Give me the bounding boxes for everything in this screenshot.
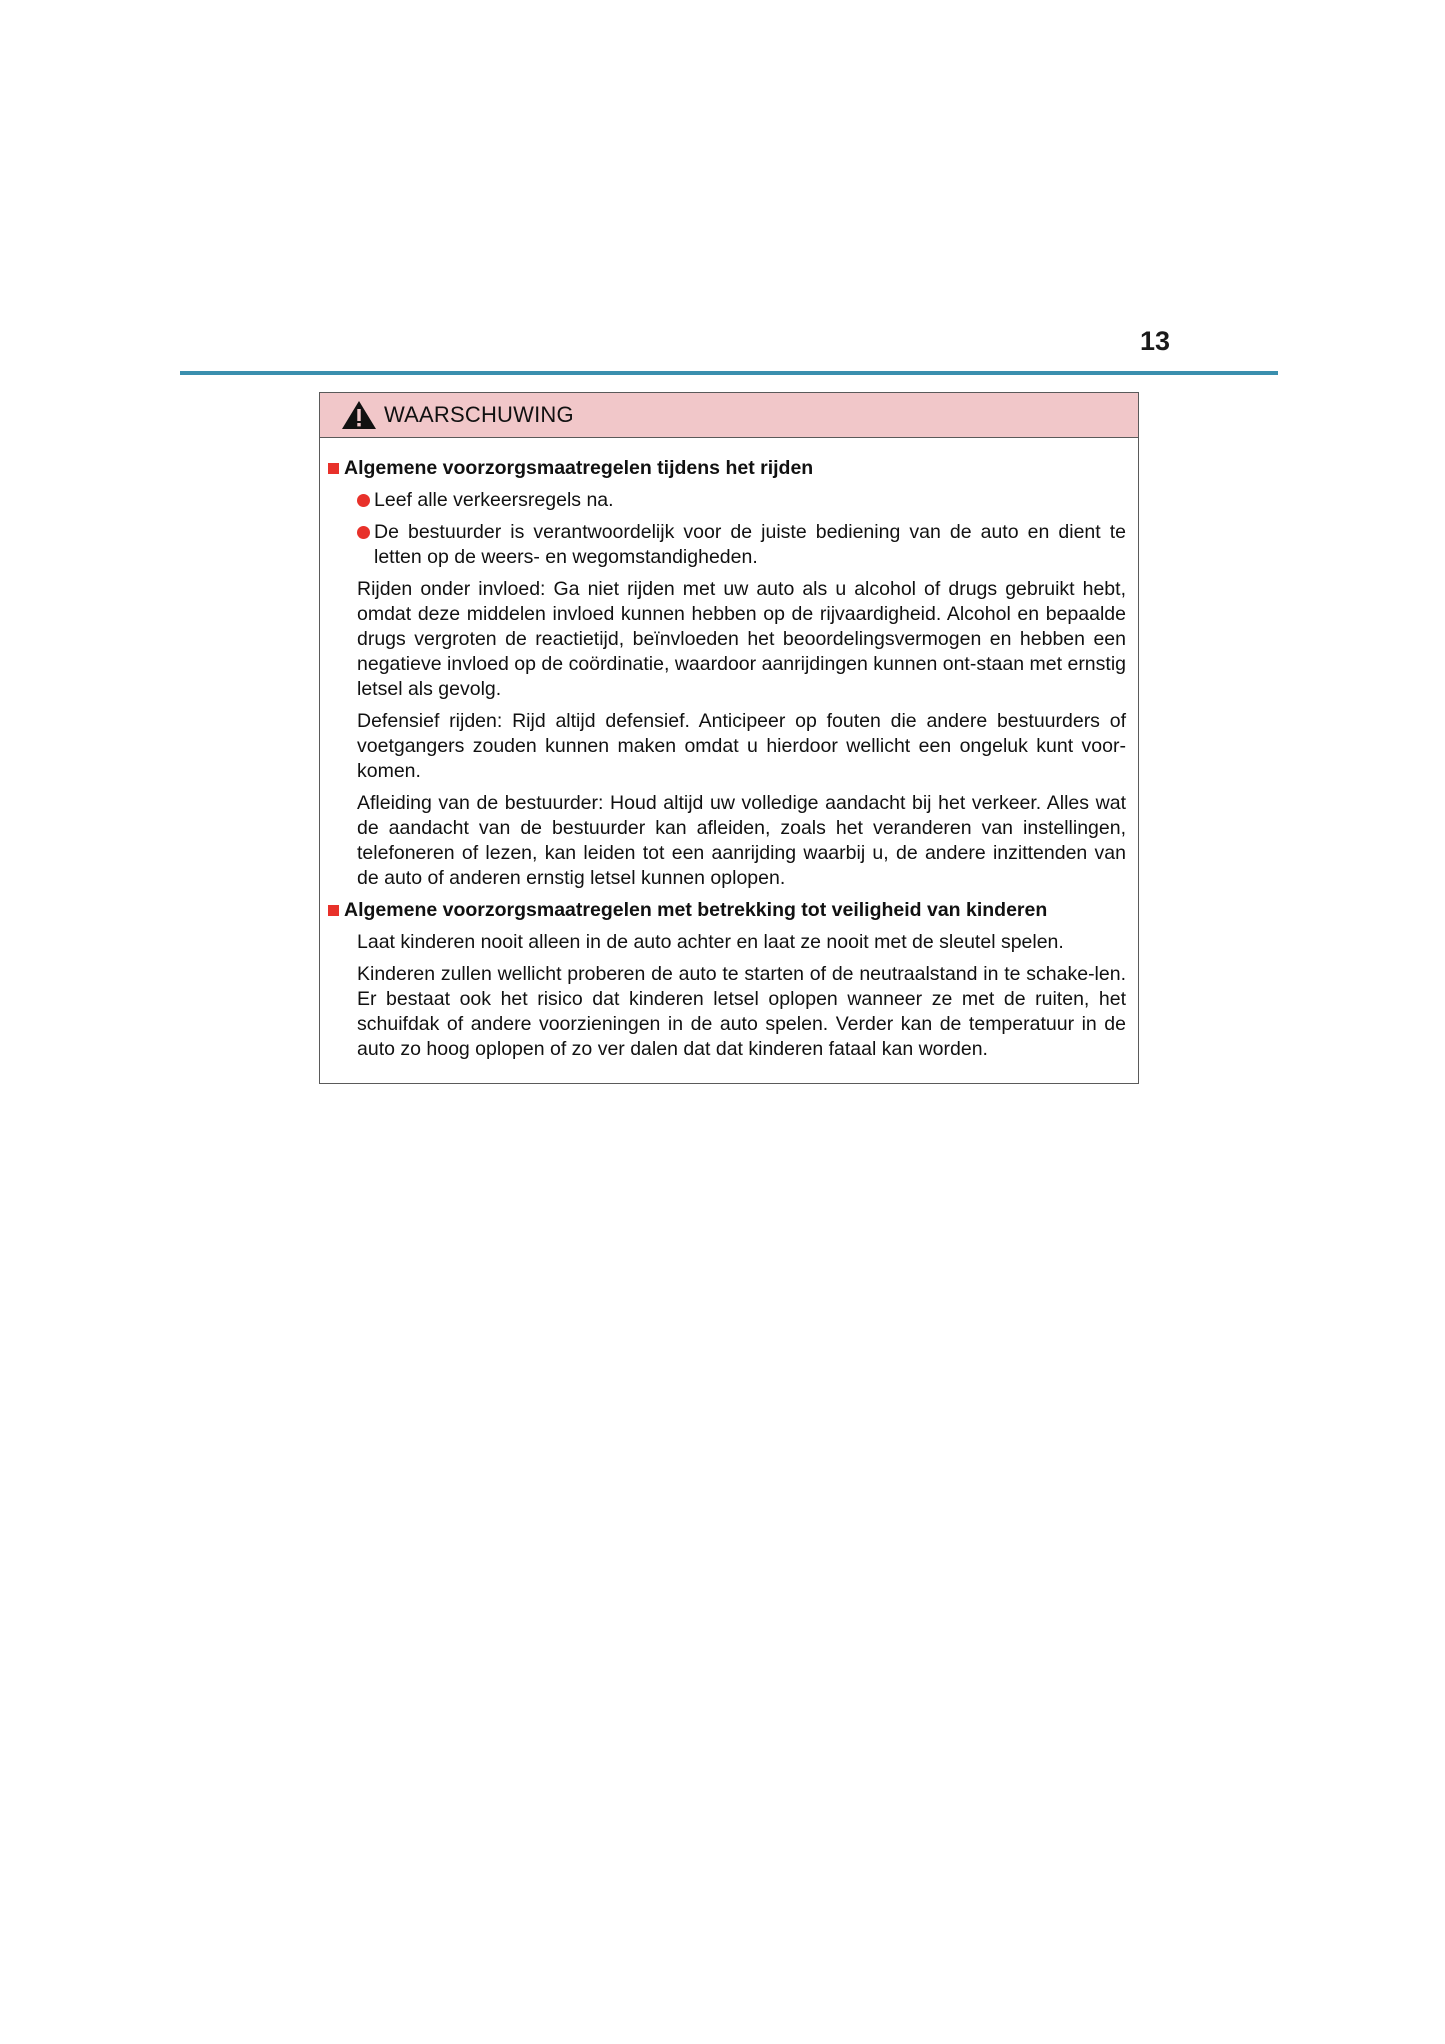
section-heading-driving — [328, 456, 1126, 481]
warning-box — [319, 392, 1139, 1084]
paragraph-defensive: Defensief rijden: Rijd altijd defensief. Anticipeer op fouten die andere bestuurders of voetgangers zouden kunnen maken omdat u hierdoor wellicht een ongeluk kunt voor-komen. — [357, 710, 1126, 782]
round-bullet-icon — [357, 494, 370, 507]
header-rule — [180, 371, 1278, 375]
bullet-text: Leef alle verkeersregels na. — [374, 489, 614, 511]
section-heading-text: Algemene voorzorgsmaatregelen met betrekking tot veiligheid van kinderen — [344, 899, 1048, 921]
bullet-text: De bestuurder is verantwoordelijk voor de juiste bediening van de auto en dient te letten op de weers- en wegomstandigheden. — [374, 521, 1126, 568]
square-bullet-icon — [328, 463, 339, 474]
warning-triangle-icon — [341, 400, 377, 430]
paragraph-influence: Rijden onder invloed: Ga niet rijden met uw auto als u alcohol of drugs gebruikt hebt, omdat deze middelen invloed kunnen hebben op de rijvaardigheid. Alcohol en bepaalde drugs vergroten de reactietijd, beïnvloeden het beoordelingsvermogen en hebben een negatieve invloed op de coördinatie, waardoor aanrijdingen kunnen ont-staan met ernstig letsel als gevolg. — [357, 578, 1126, 700]
paragraph-distraction: Afleiding van de bestuurder: Houd altijd uw volledige aandacht bij het verkeer. Alles wat de aandacht van de bestuurder kan afleiden, zoals het veranderen van instellingen, telefoneren of lezen, kan leiden tot een aanrijding waarbij u, de andere inzittenden van de auto of anderen ernstig letsel kunnen oplopen. — [357, 792, 1126, 889]
paragraph-children-risks: Kinderen zullen wellicht proberen de auto te starten of de neutraalstand in te schake-len. Er bestaat ook het risico dat kinderen letsel oplopen wanneer ze met de ruiten, het schuifdak of andere voorzieningen in de auto spelen. Verder kan de temperatuur in de auto zo hoog oplopen of zo ver dalen dat dat kinderen fataal kan worden. — [357, 963, 1126, 1060]
page-number: 13 — [1139, 326, 1170, 356]
paragraph-children-alone: Laat kinderen nooit alleen in de auto achter en laat ze nooit met de sleutel spelen. — [357, 931, 1064, 953]
section-heading-children — [328, 898, 1126, 923]
warning-title: WAARSCHUWING — [384, 402, 574, 427]
section-heading-text: Algemene voorzorgsmaatregelen tijdens het rijden — [344, 457, 814, 479]
square-bullet-icon — [328, 905, 339, 916]
warning-header — [320, 393, 1138, 438]
bullet-item — [328, 488, 1126, 513]
bullet-item — [328, 520, 1126, 570]
warning-body — [320, 438, 1138, 1062]
round-bullet-icon — [357, 526, 370, 539]
